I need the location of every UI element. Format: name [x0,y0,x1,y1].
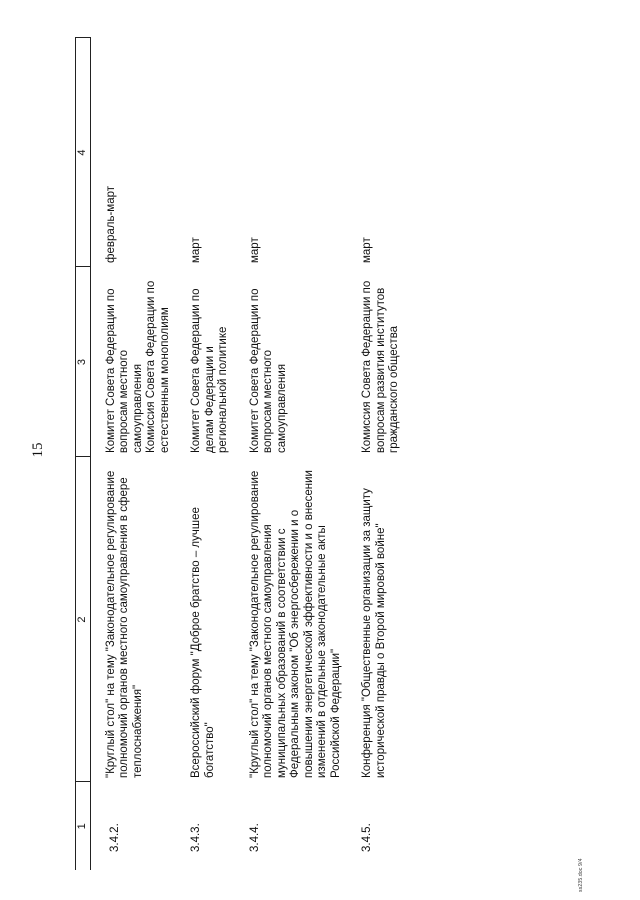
item-number: 3.4.5. [361,823,373,852]
column-header-3: 3 [76,267,91,457]
event-date: март [190,237,202,263]
event-title: "Круглый стол" на тему "Законодательное регулирование полномочий органов местного самоуправления муниципальных образований в соответствии с Федеральным законом "Об энергосбережении и о повышении энергетической эффективности и о внесении изменений в отдельные законодательные акты Российской Федерации" [248,470,342,778]
event-title: Конференция "Общественные организации за защиту исторической правды о Второй мировой войне" [361,488,387,778]
organizer-line: Комиссия Совета Федерации по естественным монополиям [145,280,171,453]
table-row [355,38,414,870]
event-date: февраль-март [104,185,117,263]
footer-file-code: ss235.doc 9/4 [578,858,584,892]
column-header-4: 4 [76,38,91,267]
item-number: 3.4.3. [190,823,202,852]
table-row [243,38,356,870]
page-number: 15 [30,442,46,458]
header-row [76,38,91,870]
organizer-line: Комитет Совета Федерации по вопросам местного самоуправления [104,288,144,453]
event-date: март [361,237,373,263]
column-header-1: 1 [76,782,91,870]
item-number: 3.4.4. [248,823,261,852]
organizer: Комиссия Совета Федерации по вопросам развития институтов гражданского общества [361,280,400,453]
table-row [90,38,184,870]
organizer: Комитет Совета Федерации по вопросам местного самоуправления [248,288,288,453]
organizer: Комитет Совета Федерации по делам Федерации и региональной политике [190,288,229,453]
event-title: "Круглый стол" на тему "Законодательное регулирование полномочий органов местного самоуправления в сфере теплоснабжения" [104,470,144,778]
item-number: 3.4.2. [108,823,121,852]
table-row [184,38,243,870]
event-date: март [248,237,261,263]
events-table [75,38,414,871]
event-title: Всероссийский форум "Доброе братство – лучшее богатство" [190,507,216,778]
column-header-2: 2 [76,457,91,782]
organizer [90,267,184,457]
